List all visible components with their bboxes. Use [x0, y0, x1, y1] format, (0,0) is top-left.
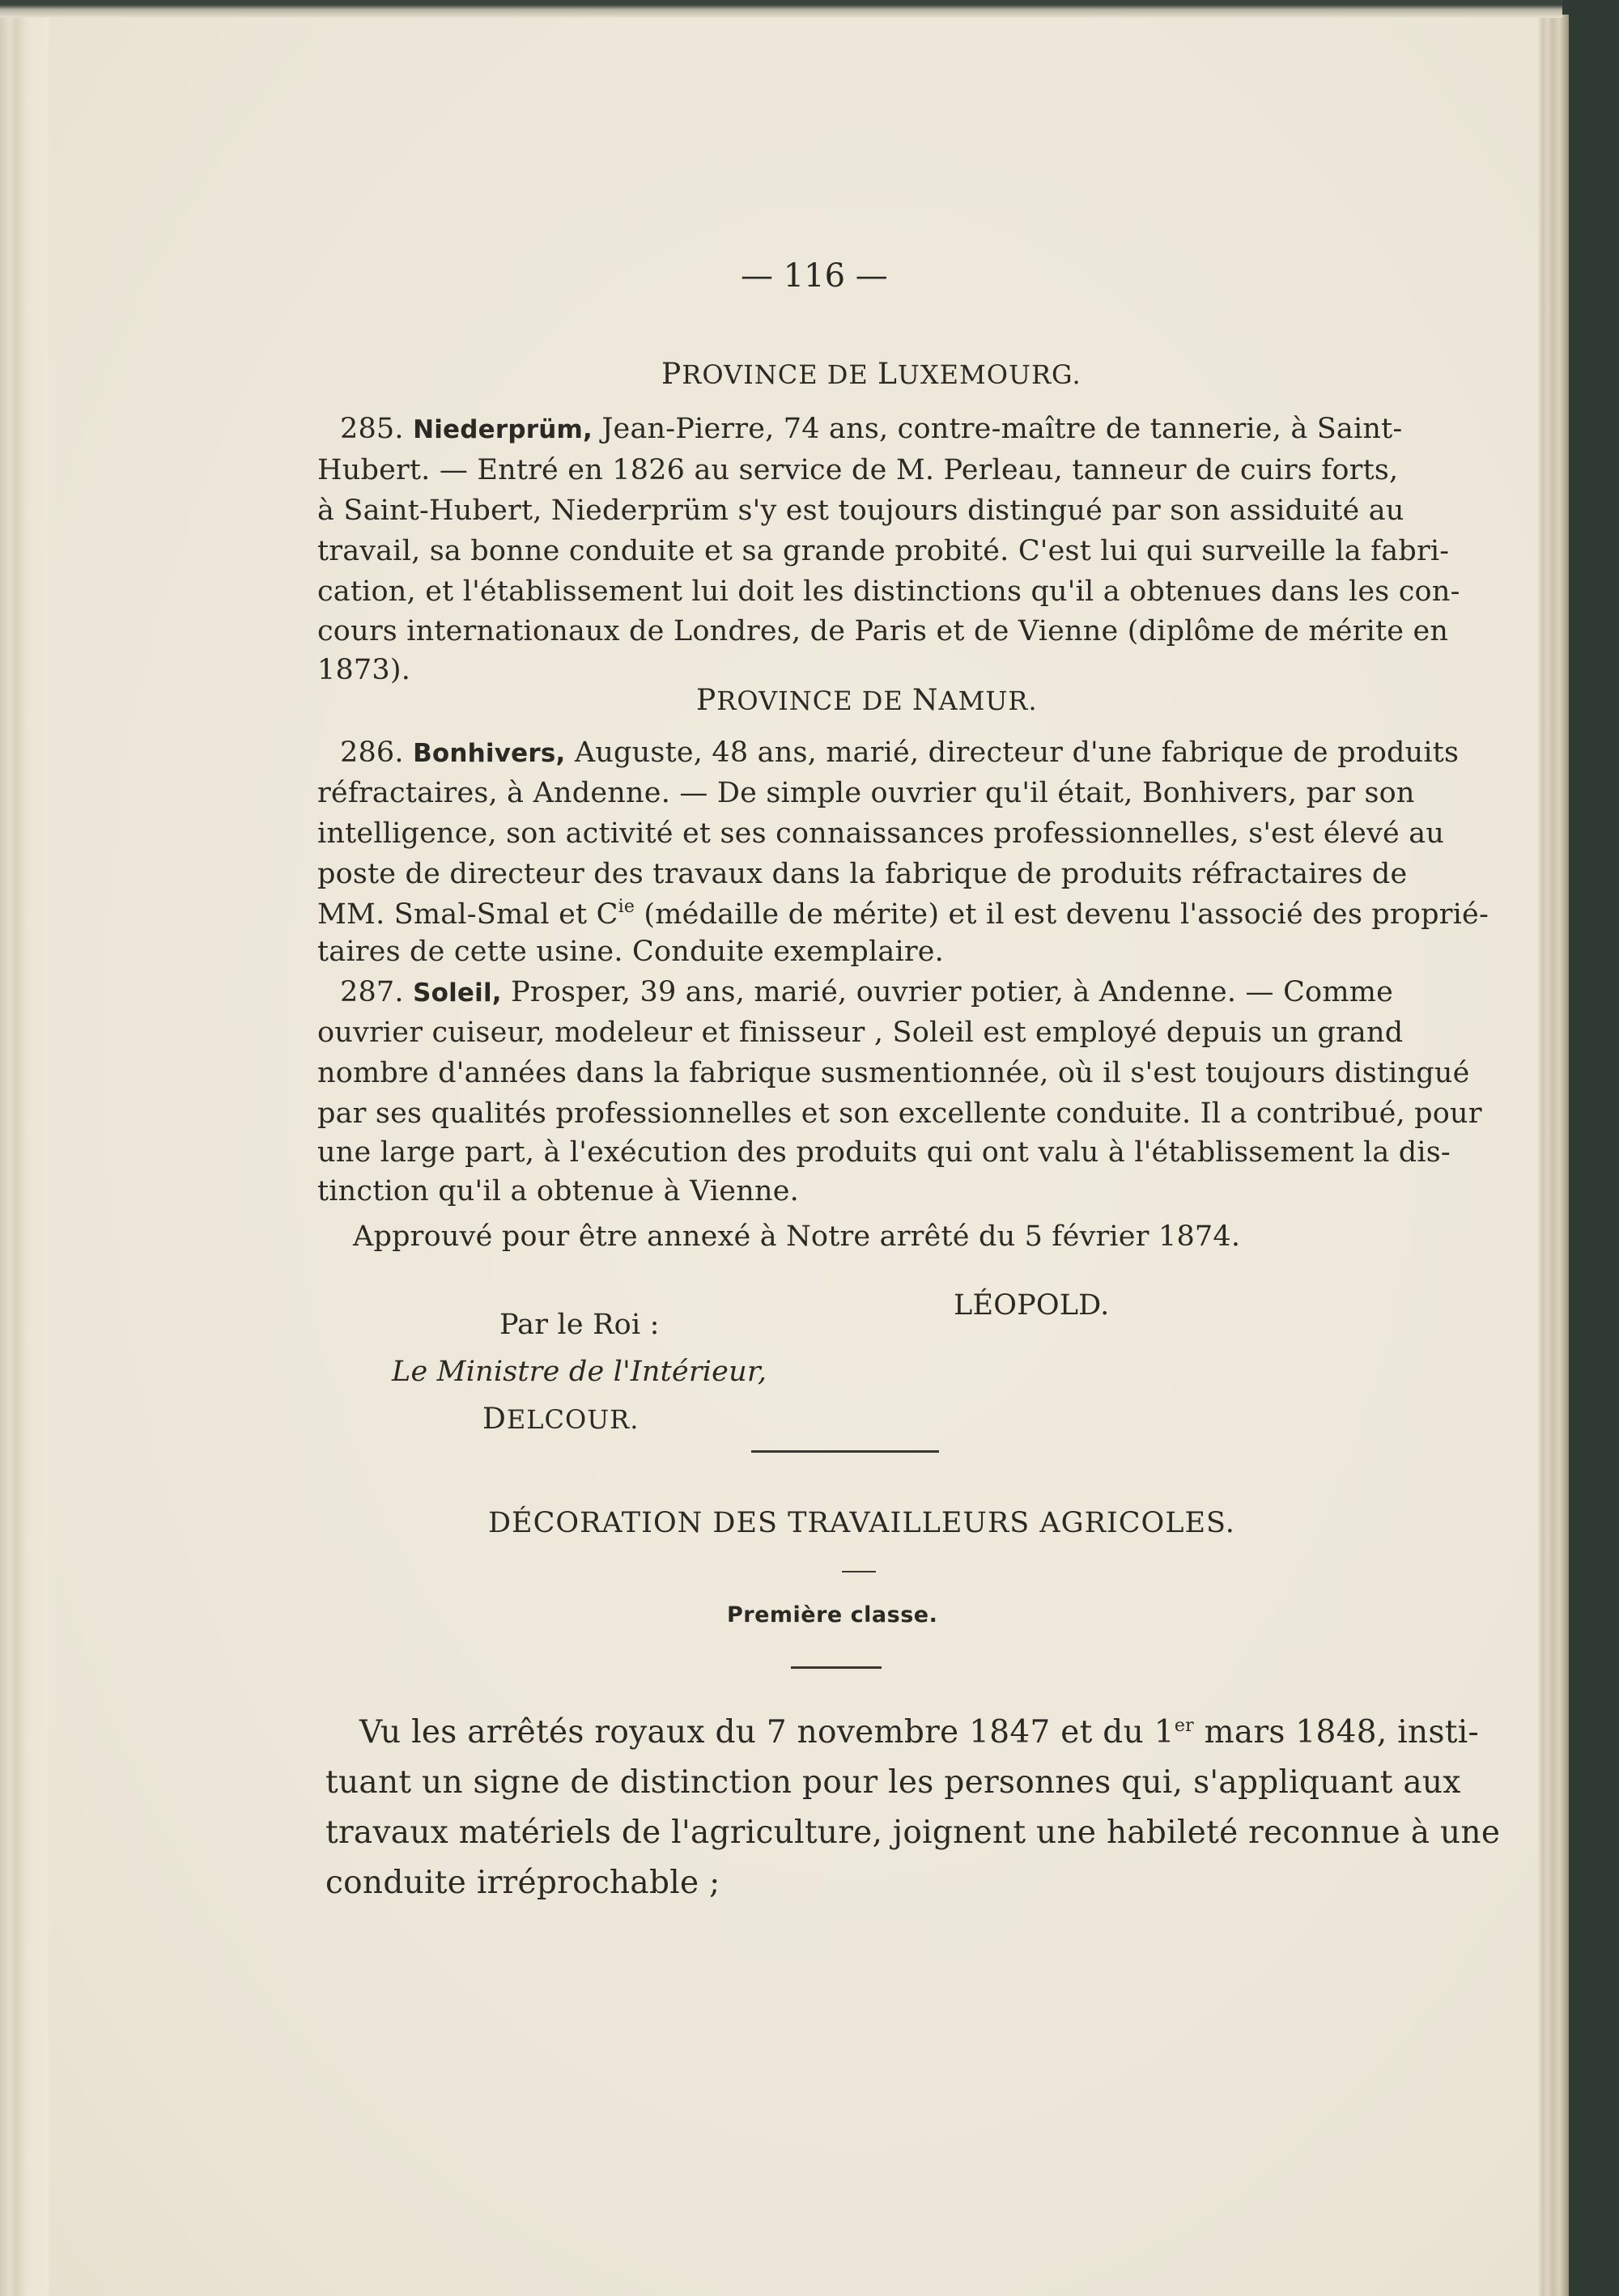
entry-number: 286.	[340, 736, 404, 769]
page-number: — 116 —	[741, 257, 888, 295]
entry-287-line-2: ouvrier cuiseur, modeleur et finisseur , Soleil est employé depuis un grand	[317, 1016, 1404, 1049]
entry-number: 287.	[340, 976, 404, 1008]
province-heading-namur: PROVINCE DE NAMUR.	[696, 684, 1038, 717]
page-edges	[1538, 15, 1569, 2296]
king-signature: LÉOPOLD.	[954, 1289, 1110, 1322]
entry-number: 285.	[340, 413, 404, 445]
province-heading-luxembourg: PROVINCE DE LUXEMOURG.	[661, 358, 1081, 391]
entry-286-line-2: réfractaires, à Andenne. — De simple ouvrier qu'il était, Bonhivers, par son	[317, 777, 1415, 809]
subtitle-divider-bottom	[791, 1666, 882, 1669]
entry-287-line-1: 287. Soleil, Prosper, 39 ans, marié, ouvrier potier, à Andenne. — Comme	[340, 976, 1394, 1008]
top-edge	[0, 0, 1562, 18]
entry-286-line-1: 286. Bonhivers, Auguste, 48 ans, marié, directeur d'une fabrique de produits	[340, 736, 1460, 769]
section-subtitle: Première classe.	[727, 1602, 938, 1628]
entry-287-line-5: une large part, à l'exécution des produits qui ont valu à l'établissement la dis-	[317, 1136, 1451, 1169]
entry-287-line-3: nombre d'années dans la fabrique susmentionnée, où il s'est toujours distingué	[317, 1057, 1470, 1089]
decree-line-3: travaux matériels de l'agriculture, joignent une habileté reconnue à une	[325, 1814, 1501, 1851]
section-title: DÉCORATION DES TRAVAILLEURS AGRICOLES.	[488, 1507, 1235, 1539]
entry-285-line-5: cation, et l'établissement lui doit les distinctions qu'il a obtenues dans les con-	[317, 575, 1460, 608]
entry-285-line-2: Hubert. — Entré en 1826 au service de M. Perleau, tanneur de cuirs forts,	[317, 454, 1399, 486]
entry-287-line-4: par ses qualités professionnelles et son excellente conduite. Il a contribué, pour	[317, 1097, 1482, 1130]
entry-285-line-4: travail, sa bonne conduite et sa grande probité. C'est lui qui surveille la fabri-	[317, 535, 1450, 567]
entry-name: Soleil,	[413, 978, 502, 1008]
entry-285-line-3: à Saint-Hubert, Niederprüm s'y est toujours distingué par son assiduité au	[317, 494, 1404, 527]
entry-285-line-6: cours internationaux de Londres, de Paris et de Vienne (diplôme de mérite en	[317, 615, 1449, 647]
decree-line-4: conduite irréprochable ;	[325, 1865, 720, 1901]
par-le-roi: Par le Roi :	[499, 1309, 660, 1341]
entry-286-line-4: poste de directeur des travaux dans la fabrique de produits réfractaires de	[317, 858, 1408, 890]
section-divider	[751, 1450, 939, 1453]
entry-286-line-5: MM. Smal-Smal et $C^{ie}$ (médaille de mérite) et il est devenu l'associé des proprié-	[317, 897, 1489, 931]
minister-signature: DELCOUR.	[482, 1403, 640, 1436]
entry-name: Niederprüm,	[413, 415, 593, 444]
subtitle-divider-top	[842, 1571, 876, 1572]
binding-edge	[0, 15, 49, 2296]
minister-title: Le Ministre de l'Intérieur,	[392, 1356, 767, 1388]
entry-285-line-1: 285. Niederprüm, Jean-Pierre, 74 ans, contre-maître de tannerie, à Saint-	[340, 413, 1403, 445]
entry-287-line-6: tinction qu'il a obtenue à Vienne.	[317, 1175, 799, 1207]
entry-286-line-6: taires de cette usine. Conduite exemplaire.	[317, 936, 945, 968]
entry-286-line-3: intelligence, son activité et ses connaissances professionnelles, s'est élevé au	[317, 817, 1445, 850]
decree-line-2: tuant un signe de distinction pour les personnes qui, s'appliquant aux	[325, 1764, 1461, 1801]
decree-line-1: Vu les arrêtés royaux du 7 novembre 1847 et du 1er mars 1848, insti-	[359, 1714, 1480, 1751]
entry-name: Bonhivers,	[413, 739, 566, 768]
entry-285-line-7: 1873).	[317, 654, 411, 686]
approval-statement: Approuvé pour être annexé à Notre arrêté du 5 février 1874.	[353, 1220, 1241, 1253]
